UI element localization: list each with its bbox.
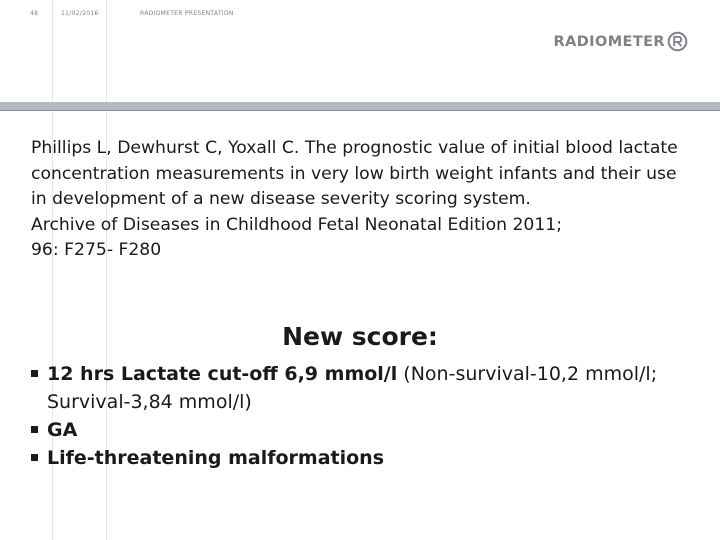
criterion-detail: (Non-survival-10,2 mmol/l; Survival-3,84 mmol/l) bbox=[47, 363, 658, 413]
logo-text: RADIOMETER bbox=[553, 33, 665, 50]
reference-journal-line: Archive of Diseases in Childhood Fetal Neonatal Edition 2011; bbox=[31, 214, 562, 235]
list-item bbox=[31, 444, 691, 472]
score-criteria-list bbox=[31, 360, 691, 472]
reference-journal bbox=[31, 213, 681, 264]
reference-citation: Phillips L, Dewhurst C, Yoxall C. The prognostic value of initial blood lactate concentration measurements in very low birth weight infants and their use in development of a new disease severity scoring system. bbox=[31, 138, 678, 209]
list-item bbox=[31, 416, 691, 444]
square-bullet-icon bbox=[31, 426, 38, 433]
square-bullet-icon bbox=[31, 370, 38, 377]
new-score-title: New score: bbox=[282, 322, 438, 351]
reference-journal-line: 96: F275- F280 bbox=[31, 240, 162, 260]
square-bullet-icon bbox=[31, 454, 38, 461]
criterion-bold: Life-threatening malformations bbox=[47, 447, 385, 469]
registered-trademark-icon bbox=[667, 31, 688, 52]
presentation-title: RADIOMETER PRESENTATION bbox=[140, 10, 234, 17]
list-item bbox=[31, 360, 691, 416]
header-band bbox=[0, 102, 720, 110]
reference-block bbox=[31, 136, 681, 264]
criterion-bold: GA bbox=[47, 419, 78, 441]
header-band-line bbox=[0, 110, 720, 111]
slide-number: 48 bbox=[30, 10, 39, 17]
radiometer-logo bbox=[554, 31, 688, 52]
slide-date: 11/02/2016 bbox=[61, 10, 99, 17]
criterion-bold: 12 hrs Lactate cut-off 6,9 mmol/l bbox=[47, 363, 398, 385]
